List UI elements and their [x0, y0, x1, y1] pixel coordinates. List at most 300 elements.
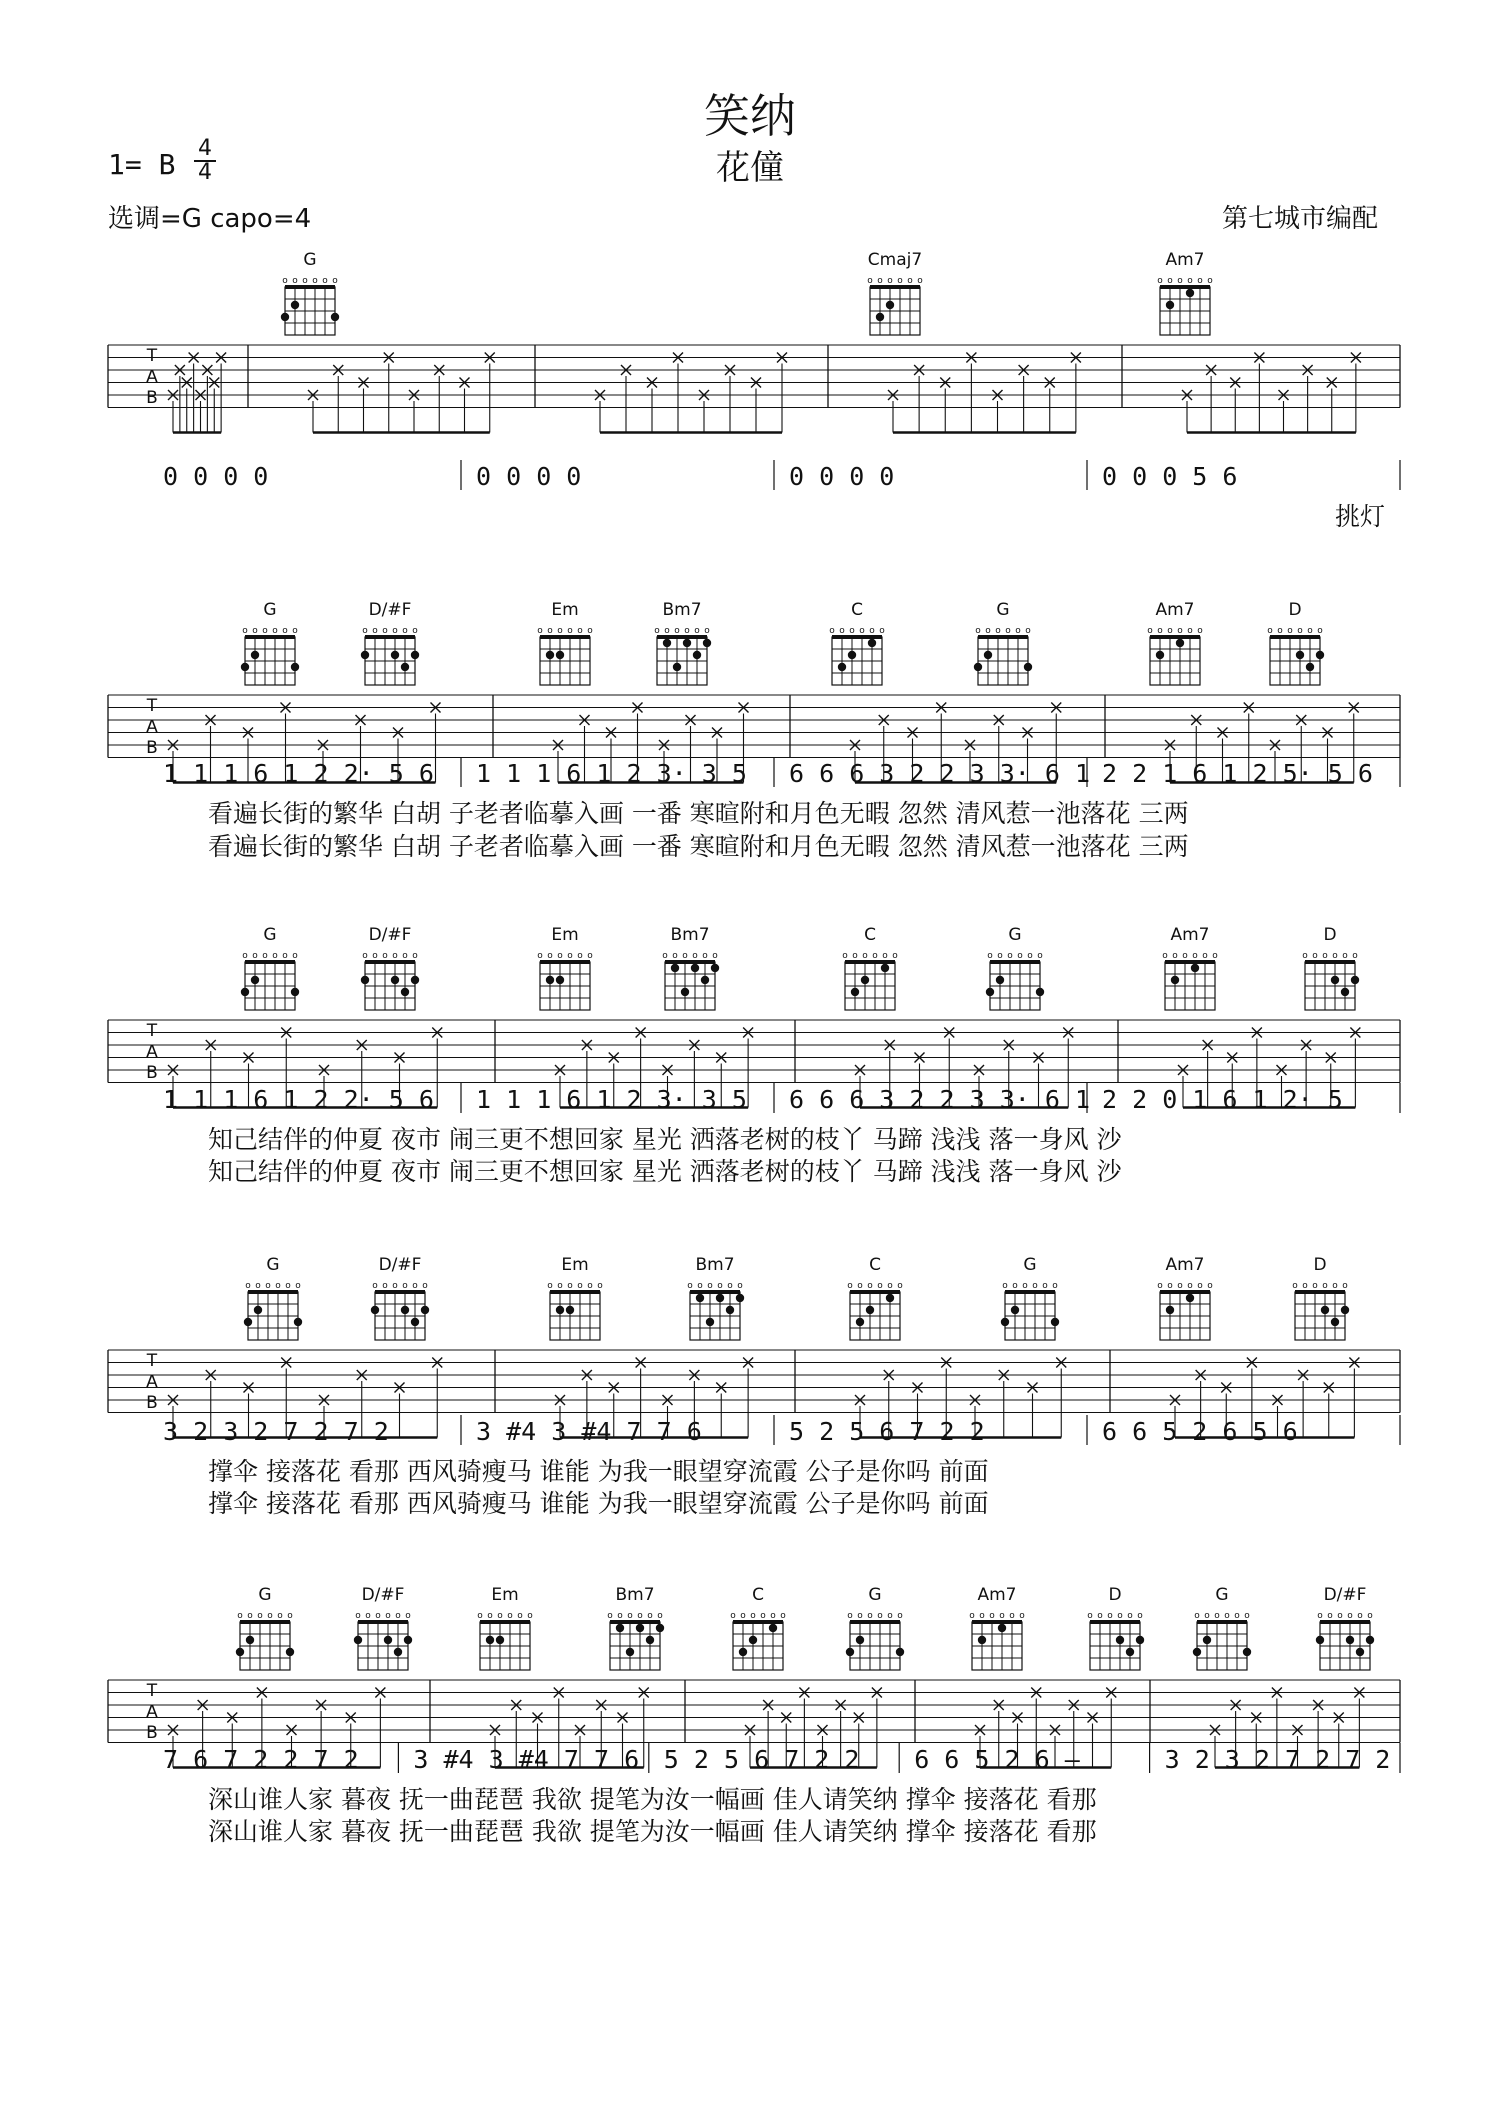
open-string-marker: o [1224, 1611, 1230, 1621]
chord-name: Em [561, 1255, 589, 1275]
finger-dot [1024, 663, 1032, 671]
finger-dot [1001, 1318, 1009, 1326]
open-string-marker: o [975, 626, 981, 636]
open-string-marker: o [1347, 1611, 1353, 1621]
open-string-marker: o [1017, 951, 1023, 961]
open-string-marker: o [1025, 626, 1031, 636]
jianpu-measure-3: 5 2 5 6 7 2 2 [663, 1745, 860, 1774]
open-string-marker: o [1002, 1281, 1008, 1291]
open-string-marker: o [869, 626, 875, 636]
open-string-marker: o [322, 276, 328, 286]
open-string-marker: o [587, 951, 593, 961]
jianpu-measure-2: 1 1 1 6 1 2 3· 3 5 [476, 1085, 747, 1114]
open-string-marker: o [1007, 951, 1013, 961]
finger-dot [996, 976, 1004, 984]
finger-dot [974, 663, 982, 671]
chord-diagram-em [547, 1255, 603, 1340]
jianpu-measure-1: 3 2 3 2 7 2 7 2 [163, 1417, 389, 1446]
open-string-marker: o [382, 951, 388, 961]
open-string-marker: o [1097, 1611, 1103, 1621]
open-string-marker: o [1197, 626, 1203, 636]
open-string-marker: o [1204, 1611, 1210, 1621]
open-string-marker: o [372, 626, 378, 636]
time-signature-top: 4 [198, 136, 212, 161]
open-string-marker: o [402, 951, 408, 961]
chord-name: Am7 [977, 1585, 1017, 1605]
jianpu-measure-3: 6 6 6 3 2 2 3 3· 6 1 [789, 1085, 1091, 1114]
chord-diagram-g [241, 600, 299, 685]
chord-diagram-bm7 [607, 1585, 664, 1670]
open-string-marker: o [730, 1611, 736, 1621]
chord-name: G [266, 1255, 280, 1275]
open-string-marker: o [1327, 1611, 1333, 1621]
open-string-marker: o [507, 1611, 513, 1621]
finger-dot [244, 1318, 252, 1326]
finger-dot [556, 651, 564, 659]
jianpu-measure-3: 6 6 6 3 2 2 3 3· 6 1 [789, 759, 1091, 788]
chord-name: G [1008, 925, 1022, 945]
finger-dot [1203, 1636, 1211, 1644]
open-string-marker: o [692, 951, 698, 961]
arranger-credit: 第七城市编配 [1222, 204, 1379, 234]
open-string-marker: o [402, 626, 408, 636]
open-string-marker: o [577, 626, 583, 636]
finger-dot [1356, 1648, 1364, 1656]
open-string-marker: o [1302, 951, 1308, 961]
chord-diagram-g [846, 1585, 904, 1670]
open-string-marker: o [859, 626, 865, 636]
tab-clef-b: B [146, 738, 158, 758]
open-string-marker: o [1022, 1281, 1028, 1291]
open-string-marker: o [877, 276, 883, 286]
open-string-marker: o [577, 951, 583, 961]
open-string-marker: o [704, 626, 710, 636]
open-string-marker: o [1009, 1611, 1015, 1621]
open-string-marker: o [849, 626, 855, 636]
chord-name: D [1108, 1585, 1122, 1605]
chord-diagram-g [974, 600, 1032, 685]
finger-dot [394, 1648, 402, 1656]
chord-name: G [258, 1585, 272, 1605]
chord-name: Em [551, 925, 579, 945]
open-string-marker: o [867, 1611, 873, 1621]
finger-dot [739, 1648, 747, 1656]
chord-diagram-em [537, 925, 593, 1010]
finger-dot [411, 651, 419, 659]
finger-dot [868, 639, 876, 647]
open-string-marker: o [292, 626, 298, 636]
finger-dot [411, 1318, 419, 1326]
open-string-marker: o [567, 1281, 573, 1291]
open-string-marker: o [694, 626, 700, 636]
chord-name: Bm7 [662, 600, 702, 620]
open-string-marker: o [627, 1611, 633, 1621]
open-string-marker: o [567, 626, 573, 636]
open-string-marker: o [282, 951, 288, 961]
open-string-marker: o [1197, 276, 1203, 286]
open-string-marker: o [255, 1281, 261, 1291]
finger-dot [636, 1624, 644, 1632]
capo-note: 选调=G capo=4 [108, 204, 312, 234]
finger-dot [886, 1294, 894, 1302]
open-string-marker: o [839, 626, 845, 636]
open-string-marker: o [1187, 626, 1193, 636]
finger-dot [1176, 639, 1184, 647]
finger-dot [706, 1318, 714, 1326]
open-string-marker: o [1322, 951, 1328, 961]
finger-dot [848, 651, 856, 659]
open-string-marker: o [265, 1281, 271, 1291]
open-string-marker: o [282, 626, 288, 636]
open-string-marker: o [1027, 951, 1033, 961]
chord-name: G [263, 925, 277, 945]
open-string-marker: o [587, 1281, 593, 1291]
chord-diagram-df [361, 600, 419, 685]
open-string-marker: o [1317, 626, 1323, 636]
open-string-marker: o [242, 951, 248, 961]
open-string-marker: o [887, 276, 893, 286]
finger-dot [1166, 1306, 1174, 1314]
finger-dot [401, 1306, 409, 1314]
open-string-marker: o [1287, 626, 1293, 636]
jianpu-measure-4: 2 2 1 6 1 2 5· 5 6 [1102, 759, 1373, 788]
open-string-marker: o [1277, 626, 1283, 636]
chord-diagram-em [537, 600, 593, 685]
open-string-marker: o [1297, 626, 1303, 636]
finger-dot [626, 1648, 634, 1656]
finger-dot [291, 301, 299, 309]
open-string-marker: o [607, 1611, 613, 1621]
finger-dot [1186, 289, 1194, 297]
finger-dot [361, 651, 369, 659]
finger-dot [876, 313, 884, 321]
open-string-marker: o [245, 1281, 251, 1291]
open-string-marker: o [362, 626, 368, 636]
finger-dot [1351, 976, 1359, 984]
open-string-marker: o [1167, 1281, 1173, 1291]
open-string-marker: o [257, 1611, 263, 1621]
open-string-marker: o [1312, 1281, 1318, 1291]
open-string-marker: o [355, 1611, 361, 1621]
open-string-marker: o [1302, 1281, 1308, 1291]
lyric-line-1: 看遍长街的繁华 白胡 子老者临摹入画 一番 寒暄附和月色无暇 忽然 清风惹一池落花 三两 [208, 799, 1189, 828]
finger-dot [384, 1636, 392, 1644]
lyric-line-1: 撑伞 接落花 看那 西风骑瘦马 谁能 为我一眼望穿流霞 公子是你吗 前面 [208, 1457, 989, 1486]
open-string-marker: o [537, 626, 543, 636]
open-string-marker: o [477, 1611, 483, 1621]
open-string-marker: o [292, 951, 298, 961]
finger-dot [391, 651, 399, 659]
finger-dot [1036, 988, 1044, 996]
finger-dot [711, 964, 719, 972]
finger-dot [361, 976, 369, 984]
finger-dot [1191, 964, 1199, 972]
chord-name: C [869, 1255, 881, 1275]
open-string-marker: o [557, 626, 563, 636]
finger-dot [1316, 1636, 1324, 1644]
finger-dot [1171, 976, 1179, 984]
chord-diagram-g [236, 1585, 294, 1670]
open-string-marker: o [1157, 626, 1163, 636]
chord-diagram-g [281, 250, 339, 335]
open-string-marker: o [422, 1281, 428, 1291]
open-string-marker: o [654, 626, 660, 636]
open-string-marker: o [412, 951, 418, 961]
open-string-marker: o [1087, 1611, 1093, 1621]
finger-dot [391, 976, 399, 984]
finger-dot [546, 976, 554, 984]
finger-dot [856, 1318, 864, 1326]
chord-diagram-g [986, 925, 1044, 1010]
jianpu-measure-4: 0 0 0 5 6 [1102, 462, 1238, 491]
open-string-marker: o [1202, 951, 1208, 961]
finger-dot [881, 964, 889, 972]
finger-dot [411, 976, 419, 984]
finger-dot [246, 1636, 254, 1644]
tab-clef-t: T [146, 1021, 158, 1041]
finger-dot [371, 1306, 379, 1314]
finger-dot [1243, 1648, 1251, 1656]
finger-dot [251, 651, 259, 659]
chord-name: Bm7 [670, 925, 710, 945]
open-string-marker: o [285, 1281, 291, 1291]
open-string-marker: o [412, 626, 418, 636]
finger-dot [691, 964, 699, 972]
open-string-marker: o [385, 1611, 391, 1621]
open-string-marker: o [662, 951, 668, 961]
finger-dot [683, 639, 691, 647]
open-string-marker: o [897, 276, 903, 286]
open-string-marker: o [1207, 276, 1213, 286]
open-string-marker: o [1019, 1611, 1025, 1621]
open-string-marker: o [1267, 626, 1273, 636]
open-string-marker: o [402, 1281, 408, 1291]
tab-clef-t: T [146, 696, 158, 716]
chord-diagram-bm7 [662, 925, 719, 1010]
finger-dot [1331, 1318, 1339, 1326]
open-string-marker: o [879, 626, 885, 636]
jianpu-measure-4: 6 6 5 2 6 5 6 [1102, 1417, 1298, 1446]
chord-diagram-g [241, 925, 299, 1010]
finger-dot [703, 639, 711, 647]
chord-name: Am7 [1165, 1255, 1205, 1275]
open-string-marker: o [897, 1611, 903, 1621]
open-string-marker: o [1187, 276, 1193, 286]
open-string-marker: o [847, 1281, 853, 1291]
open-string-marker: o [1244, 1611, 1250, 1621]
open-string-marker: o [1015, 626, 1021, 636]
open-string-marker: o [1147, 626, 1153, 636]
finger-dot [701, 976, 709, 984]
open-string-marker: o [637, 1611, 643, 1621]
song-title: 笑纳 [704, 89, 796, 143]
chord-diagram-bm7 [654, 600, 711, 685]
open-string-marker: o [727, 1281, 733, 1291]
chord-name: D/#F [378, 1255, 422, 1275]
open-string-marker: o [897, 1281, 903, 1291]
open-string-marker: o [287, 1611, 293, 1621]
finger-dot [663, 639, 671, 647]
finger-dot [546, 651, 554, 659]
chord-diagram-em [477, 1585, 533, 1670]
jianpu-measure-4: 6 6 5 2 6 – [914, 1745, 1080, 1774]
chord-diagram-bm7 [687, 1255, 744, 1340]
open-string-marker: o [405, 1611, 411, 1621]
finger-dot [716, 1294, 724, 1302]
open-string-marker: o [1357, 1611, 1363, 1621]
open-string-marker: o [862, 951, 868, 961]
chord-diagram-df [1316, 1585, 1374, 1670]
key-signature: 1= B [108, 148, 176, 181]
finger-dot [1331, 976, 1339, 984]
open-string-marker: o [852, 951, 858, 961]
chord-name: D/#F [361, 1585, 405, 1605]
open-string-marker: o [657, 1611, 663, 1621]
open-string-marker: o [672, 951, 678, 961]
open-string-marker: o [647, 1611, 653, 1621]
system-2 [108, 695, 1400, 861]
open-string-marker: o [392, 951, 398, 961]
open-string-marker: o [382, 1281, 388, 1291]
finger-dot [1341, 988, 1349, 996]
chord-diagram-am7 [1157, 250, 1213, 335]
finger-dot [486, 1636, 494, 1644]
open-string-marker: o [1032, 1281, 1038, 1291]
chord-name: G [996, 600, 1010, 620]
tab-clef-a: A [146, 717, 158, 737]
jianpu-measure-2: 3 #4 3 #4 7 7 6 [413, 1745, 640, 1774]
open-string-marker: o [587, 626, 593, 636]
chord-diagram-am7 [1162, 925, 1218, 1010]
open-string-marker: o [267, 1611, 273, 1621]
system-1 [108, 345, 1400, 531]
open-string-marker: o [707, 1281, 713, 1291]
open-string-marker: o [247, 1611, 253, 1621]
open-string-marker: o [687, 1281, 693, 1291]
open-string-marker: o [857, 1281, 863, 1291]
tab-clef-b: B [146, 1393, 158, 1413]
finger-dot [838, 663, 846, 671]
open-string-marker: o [1162, 951, 1168, 961]
open-string-marker: o [740, 1611, 746, 1621]
open-string-marker: o [682, 951, 688, 961]
finger-dot [331, 313, 339, 321]
open-string-marker: o [275, 1281, 281, 1291]
jianpu-measure-3: 0 0 0 0 [789, 462, 895, 491]
tab-clef-a: A [146, 1042, 158, 1062]
open-string-marker: o [1322, 1281, 1328, 1291]
open-string-marker: o [1292, 1281, 1298, 1291]
open-string-marker: o [1207, 1281, 1213, 1291]
open-string-marker: o [1127, 1611, 1133, 1621]
jianpu-measure-2: 3 #4 3 #4 7 7 6 [476, 1417, 702, 1446]
open-string-marker: o [302, 276, 308, 286]
open-string-marker: o [567, 951, 573, 961]
finger-dot [291, 663, 299, 671]
chord-name: D/#F [368, 600, 412, 620]
open-string-marker: o [887, 1281, 893, 1291]
open-string-marker: o [312, 276, 318, 286]
time-signature-bottom: 4 [198, 160, 212, 185]
lyric-line-2: 深山谁人家 暮夜 抚一曲琵琶 我欲 提笔为汝一幅画 佳人请笑纳 撑伞 接落花 看那 [208, 1817, 1097, 1846]
open-string-marker: o [537, 951, 543, 961]
chord-diagram-g [1001, 1255, 1059, 1340]
finger-dot [769, 1624, 777, 1632]
finger-dot [254, 1306, 262, 1314]
open-string-marker: o [375, 1611, 381, 1621]
finger-dot [749, 1636, 757, 1644]
finger-dot [1346, 1636, 1354, 1644]
open-string-marker: o [362, 951, 368, 961]
open-string-marker: o [577, 1281, 583, 1291]
chord-name: Am7 [1170, 925, 1210, 945]
open-string-marker: o [1117, 1611, 1123, 1621]
finger-dot [1116, 1636, 1124, 1644]
open-string-marker: o [372, 951, 378, 961]
finger-dot [1341, 1306, 1349, 1314]
finger-dot [886, 301, 894, 309]
open-string-marker: o [1317, 1611, 1323, 1621]
chord-diagram-df [354, 1585, 412, 1670]
open-string-marker: o [892, 951, 898, 961]
finger-dot [1316, 651, 1324, 659]
open-string-marker: o [557, 951, 563, 961]
finger-dot [1011, 1306, 1019, 1314]
open-string-marker: o [1197, 1281, 1203, 1291]
open-string-marker: o [999, 1611, 1005, 1621]
song-artist: 花僮 [716, 148, 784, 188]
lyric-line: 挑灯 [1334, 502, 1386, 531]
finger-dot [856, 1636, 864, 1644]
finger-dot [861, 976, 869, 984]
open-string-marker: o [487, 1611, 493, 1621]
open-string-marker: o [1194, 1611, 1200, 1621]
open-string-marker: o [985, 626, 991, 636]
open-string-marker: o [872, 951, 878, 961]
finger-dot [978, 1636, 986, 1644]
open-string-marker: o [547, 1281, 553, 1291]
chord-name: C [864, 925, 876, 945]
finger-dot [984, 651, 992, 659]
open-string-marker: o [547, 626, 553, 636]
open-string-marker: o [332, 276, 338, 286]
chord-name: Am7 [1165, 250, 1205, 270]
chord-diagram-cmaj7 [867, 250, 923, 335]
open-string-marker: o [674, 626, 680, 636]
open-string-marker: o [1187, 1281, 1193, 1291]
open-string-marker: o [887, 1611, 893, 1621]
open-string-marker: o [917, 276, 923, 286]
chord-name: D/#F [368, 925, 412, 945]
open-string-marker: o [1177, 626, 1183, 636]
open-string-marker: o [382, 626, 388, 636]
system-3 [108, 1020, 1400, 1186]
open-string-marker: o [1342, 951, 1348, 961]
open-string-marker: o [770, 1611, 776, 1621]
open-string-marker: o [1167, 626, 1173, 636]
finger-dot [1156, 651, 1164, 659]
open-string-marker: o [1107, 1611, 1113, 1621]
chord-diagram-am7 [1157, 1255, 1213, 1340]
open-string-marker: o [1052, 1281, 1058, 1291]
chord-name: G [303, 250, 317, 270]
chord-name: C [752, 1585, 764, 1605]
chord-diagram-am7 [1147, 600, 1203, 685]
open-string-marker: o [712, 951, 718, 961]
tab-clef-t: T [146, 1681, 158, 1701]
lyric-line-1: 深山谁人家 暮夜 抚一曲琵琶 我欲 提笔为汝一幅画 佳人请笑纳 撑伞 接落花 看那 [208, 1785, 1097, 1814]
chord-name: Em [491, 1585, 519, 1605]
